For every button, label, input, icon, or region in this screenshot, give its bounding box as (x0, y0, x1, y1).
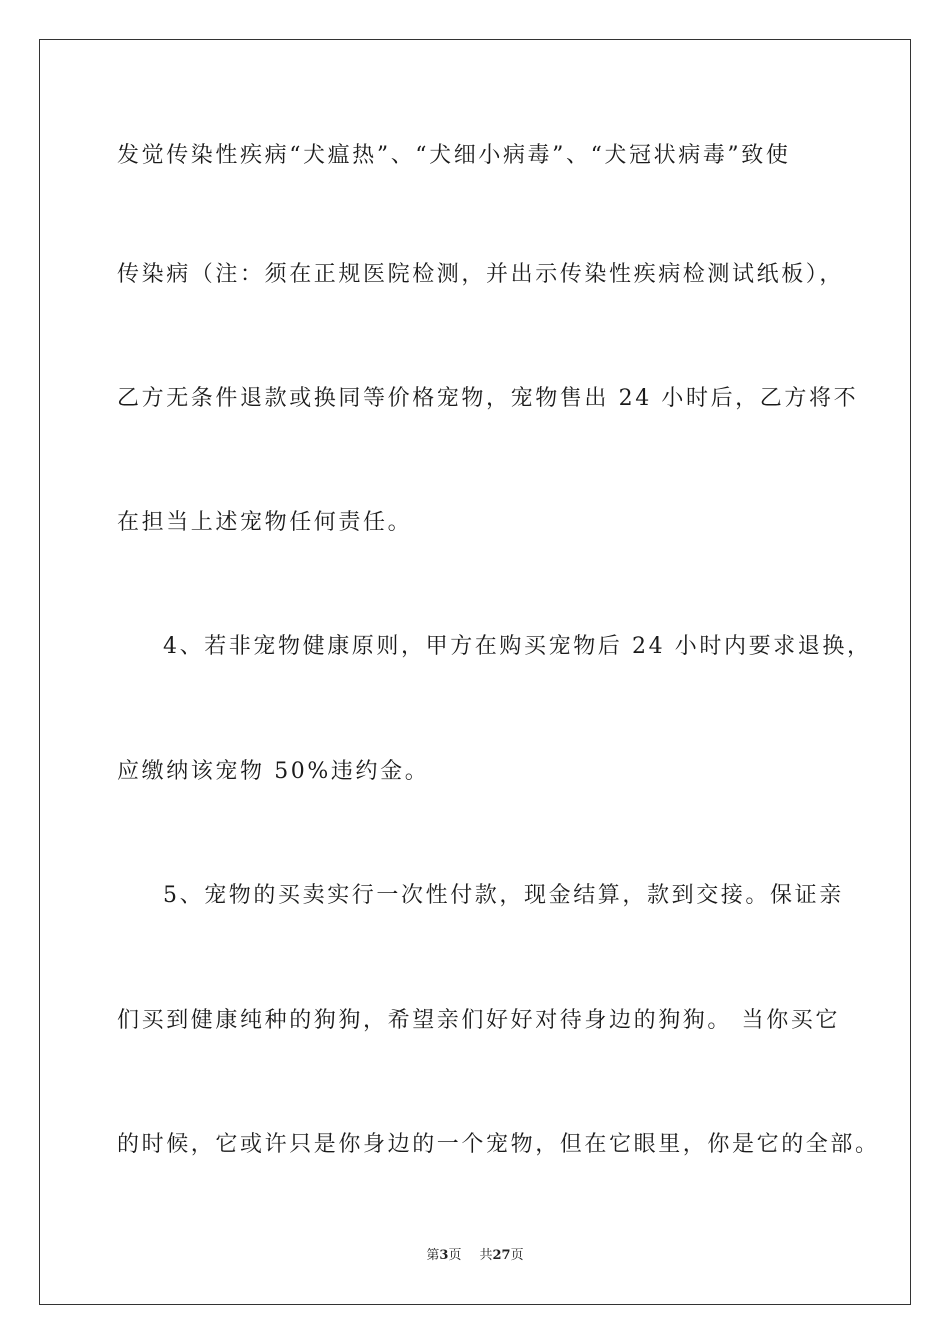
text-line-1: 发觉传染性疾病“犬瘟热”、“犬细小病毒”、“犬冠状病毒”致使 (117, 143, 791, 168)
page-prefix: 第 (426, 1248, 440, 1263)
text-line-4: 在担当上述宠物任何责任。 (117, 510, 413, 535)
total-pages: 27 (492, 1248, 511, 1263)
text-line-2: 传染病（注：须在正规医院检测，并出示传染性疾病检测试纸板）， (117, 262, 845, 287)
paragraph-5-line-1: 5、宠物的买卖实行一次性付款，现金结算，款到交接。保证亲 (163, 883, 844, 908)
total-suffix: 页 (510, 1248, 524, 1263)
page-number: 3 (439, 1248, 449, 1263)
page-border (39, 39, 911, 1305)
page-suffix: 页 (448, 1248, 462, 1263)
text-line-3: 乙方无条件退款或换同等价格宠物，宠物售出 24 小时后，乙方将不 (117, 386, 859, 411)
paragraph-5-line-2: 们买到健康纯种的狗狗，希望亲们好好对待身边的狗狗。 当你买它 (117, 1008, 840, 1033)
total-prefix: 共 (479, 1248, 493, 1263)
paragraph-4-line-2: 应缴纳该宠物 50%违约金。 (117, 759, 430, 784)
paragraph-5-line-3: 的时候，它或许只是你身边的一个宠物，但在它眼里，你是它的全部。 (117, 1132, 880, 1157)
paragraph-4-line-1: 4、若非宠物健康原则，甲方在购买宠物后 24 小时内要求退换， (163, 634, 872, 659)
page-footer (0, 1247, 950, 1265)
